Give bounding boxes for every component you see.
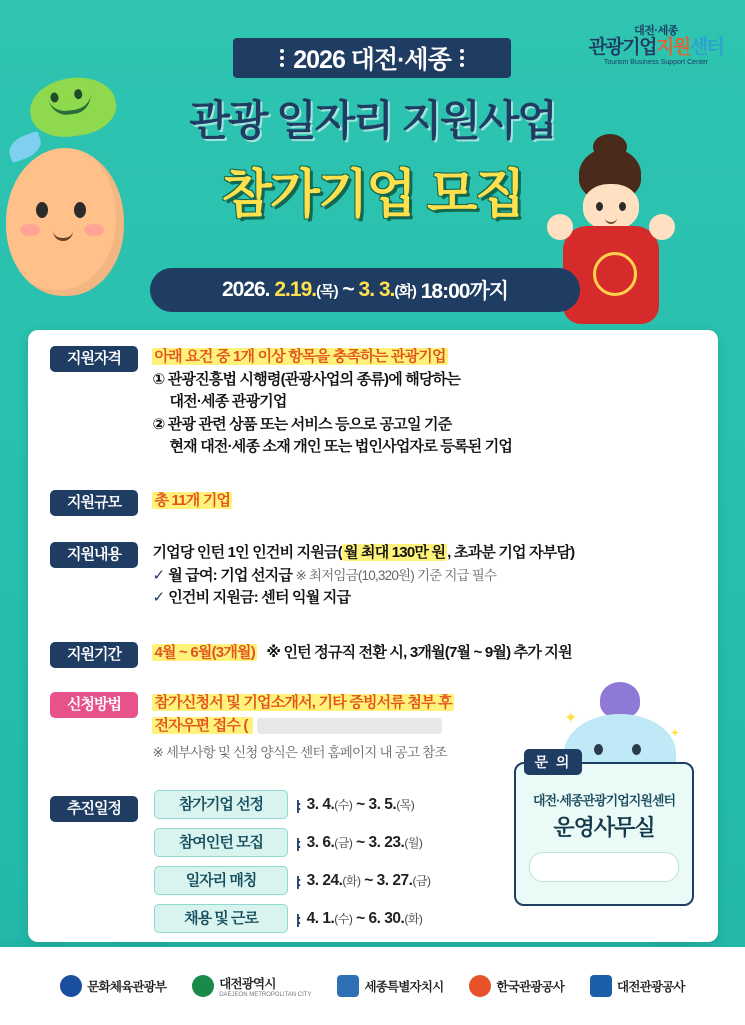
application-period-bar <box>150 268 580 312</box>
logo-line2-a: 관광기업 <box>588 36 656 58</box>
dtc-emblem-icon <box>590 975 612 997</box>
section-qualification <box>50 346 700 459</box>
qualification-item2-line2: 현재 대전·세종 소재 개인 또는 법인사업자로 등록된 기업 <box>169 438 513 455</box>
content-bullet1-note: ※ 최저임금(10,320원) 기준 지급 필수 <box>295 567 497 583</box>
schedule-separator-icon-1: |: <box>296 796 299 813</box>
footer-logo-3-label: 세종특별자치시 <box>364 980 444 994</box>
section-content <box>50 542 700 610</box>
headline-primary: 관광 일자리 지원사업 <box>189 97 556 144</box>
content-bullet2: 인건비 지원금: 센터 익월 지급 <box>168 589 351 606</box>
schedule-row-4 <box>154 904 700 933</box>
period-tilde: ~ <box>342 278 354 301</box>
ministry-emblem-icon <box>60 975 82 997</box>
schedule-date-1: 3. 4.(수) ~ 3. 5.(목) <box>306 795 415 813</box>
qualification-item1-line1: ① 관광진흥법 시행령(관광사업의 종류)에 해당하는 <box>152 370 461 388</box>
section-period <box>50 642 700 668</box>
ribbon-label: 2026 대전·세종 <box>293 46 451 74</box>
schedule-name-2: 참여인턴 모집 <box>154 828 288 857</box>
schedule-date-2: 3. 6.(금) ~ 3. 23.(월) <box>306 833 423 851</box>
schedule-name-1: 참가기업 선정 <box>154 790 288 819</box>
qualification-item1-line2: 대전·세종 관광기업 <box>169 393 287 410</box>
tag-schedule: 추진일정 <box>50 796 138 822</box>
tag-period: 지원기간 <box>50 642 138 668</box>
content-bullet1: 월 급여: 기업 선지급 <box>168 566 293 584</box>
content-line1-highlight: 월 최대 130만 원 <box>343 544 446 561</box>
tag-apply: 신청방법 <box>50 692 138 718</box>
ribbon-dots-left-icon <box>280 49 284 67</box>
contact-box <box>514 754 694 906</box>
period-start: 2.19. <box>274 278 317 301</box>
logo-line2-c: 센터 <box>689 36 724 58</box>
tag-scale: 지원규모 <box>50 490 138 516</box>
ribbon-dots-right-icon <box>460 49 464 67</box>
check-icon-1: ✓ <box>152 566 165 584</box>
footer-logo-5 <box>590 975 685 997</box>
schedule-separator-icon-3: |: <box>296 872 299 889</box>
section-scale <box>50 490 700 516</box>
footer-logo-3 <box>337 975 443 997</box>
headline-secondary: 참가기업 모집 <box>221 166 524 224</box>
contact-phone-redacted-bar <box>529 852 679 882</box>
apply-note: ※ 세부사항 및 신청 양식은 센터 홈페이지 내 공고 참조 <box>152 745 447 760</box>
apply-line1: 참가신청서 및 기업소개서, 기타 증빙서류 첨부 후 <box>154 694 452 711</box>
period-time: 18:00까지 <box>420 280 509 303</box>
period-end: 3. 3. <box>358 278 395 301</box>
mascot-eye-right <box>632 744 641 755</box>
schedule-separator-icon-4: |: <box>296 910 299 927</box>
footer-logo-1-label: 문화체육관광부 <box>87 980 167 994</box>
schedule-name-4: 채용 및 근로 <box>154 904 288 933</box>
center-logo <box>581 26 731 67</box>
schedule-name-3: 일자리 매칭 <box>154 866 288 895</box>
period-highlight: 4월 ~ 6월(3개월) <box>154 644 255 661</box>
footer-logo-5-label: 대전관광공사 <box>617 980 685 994</box>
apply-line2: 전자우편 접수 ( <box>154 716 251 734</box>
year-ribbon <box>233 38 511 78</box>
tag-content: 지원내용 <box>50 542 138 568</box>
period-end-day: (화) <box>394 282 416 300</box>
kto-emblem-icon <box>469 975 491 997</box>
footer-logo-4-label: 한국관광공사 <box>496 980 565 994</box>
sejong-city-emblem-icon <box>337 975 359 997</box>
schedule-date-4: 4. 1.(수) ~ 6. 30.(화) <box>306 909 423 927</box>
footer-logo-4 <box>469 975 564 997</box>
footer-logo-2-sub: DAEJEON METROPOLITAN CITY <box>219 992 312 998</box>
content-panel <box>28 330 718 942</box>
content-line1-post: , 초과분 기업 자부담) <box>447 544 575 561</box>
daejeon-city-emblem-icon <box>192 975 214 997</box>
period-start-day: (목) <box>316 282 338 300</box>
contact-line1: 대전·세종관광기업지원센터 <box>532 793 676 808</box>
email-redacted-bar <box>257 718 442 734</box>
footer-logo-2-label: 대전광역시 <box>219 977 276 991</box>
schedule-date-3: 3. 24.(화) ~ 3. 27.(금) <box>306 871 431 889</box>
qualification-item2-line1: ② 관광 관련 상품 또는 서비스 등으로 공고일 기준 <box>152 415 452 433</box>
logo-line3: Tourism Business Support Center <box>603 59 709 67</box>
content-line1-pre: 기업당 인턴 1인 인건비 지원금( <box>152 544 342 561</box>
schedule-separator-icon-2: |: <box>296 834 299 851</box>
mascot-hat <box>600 682 640 718</box>
footer-logos <box>0 947 745 1025</box>
contact-title: 문 의 <box>524 749 582 775</box>
hanbok-body <box>563 226 659 324</box>
footer-logo-2 <box>192 974 311 998</box>
logo-line1: 대전·세종 <box>634 25 678 37</box>
peach-mouth <box>53 226 73 241</box>
mascot-eye-left <box>594 744 603 755</box>
period-prefix: 2026. <box>221 278 270 301</box>
sparkle-icon-2: ✦ <box>669 726 680 740</box>
footer-logo-1 <box>60 975 166 997</box>
qualification-highlight: 아래 요건 중 1개 이상 항목을 충족하는 관광기업 <box>154 348 446 365</box>
period-note: ※ 인턴 정규직 전환 시, 3개월(7월 ~ 9월) 추가 지원 <box>266 644 572 661</box>
contact-line2: 운영사무실 <box>553 815 655 840</box>
tag-qualification: 지원자격 <box>50 346 138 372</box>
sparkle-icon-1: ✦ <box>564 710 578 727</box>
check-icon-2: ✓ <box>152 589 165 606</box>
logo-line2-b: 지원 <box>655 36 690 58</box>
scale-highlight: 총 11개 기업 <box>154 492 231 509</box>
